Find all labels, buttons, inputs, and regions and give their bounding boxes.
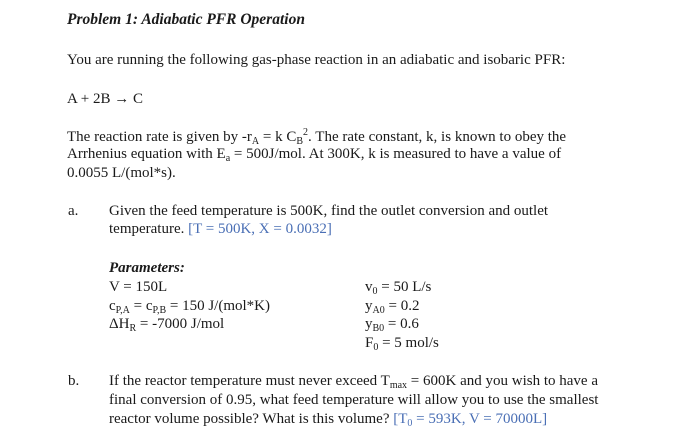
param-volume: V = 150L (109, 279, 168, 295)
part-a-answer: [T = 500K, X = 0.0032] (188, 221, 332, 237)
rate-law-line-3: 0.0055 L/(mol*s). (67, 165, 176, 181)
part-b-answer: [$T_0 = 593K$, V = 70000L] (393, 411, 548, 429)
rate-law-line-2: Arrhenius equation with $E_a = 500J/mol$. At 300K, k is measured to have a value of (67, 146, 562, 164)
intro-text: You are running the following gas-phase reaction in an adiabatic and isobaric PFR: (67, 52, 566, 68)
parameters-heading: Parameters: (109, 260, 185, 276)
part-b-line-1: If the reactor temperature must never exceed $T_{max} = 600K$ and you wish to have a (109, 373, 598, 391)
part-a-line-1: Given the feed temperature is 500K, find the outlet conversion and outlet (109, 203, 549, 219)
param-heat-capacity: $c_{P,A} = c_{P,B} = 150$ J/(mol*K) (109, 298, 270, 316)
part-a-line-2: temperature. [T = 500K, X = 0.0032] (109, 221, 332, 237)
part-b-line-2: final conversion of 0.95, what feed temperature will allow you to use the smallest (109, 392, 599, 408)
param-molar-flow: $F_0 = 5$ mol/s (365, 335, 439, 353)
part-b-line-3: reactor volume possible? What is this volume? [$T_0 = 593K$, V = 70000L] (109, 411, 548, 429)
param-flow-rate: $v_0 = 50$ L/s (365, 279, 432, 297)
reaction-equation: A + 2B → C (67, 91, 143, 107)
rate-law-line-1: The reaction rate is given by $-r_A = k$ $C_B^2$. The rate constant, k, is known to obey the (67, 127, 567, 147)
param-heat-of-reaction: $\Delta H_R = -7000$ J/mol (109, 316, 225, 334)
part-a-label: a. (68, 203, 79, 219)
param-y-a0: $y_{A0} = 0.2$ (365, 298, 420, 316)
part-b-label: b. (68, 373, 80, 389)
problem-title: Problem 1: Adiabatic PFR Operation (67, 11, 305, 28)
param-y-b0: $y_{B0} = 0.6$ (365, 316, 419, 334)
